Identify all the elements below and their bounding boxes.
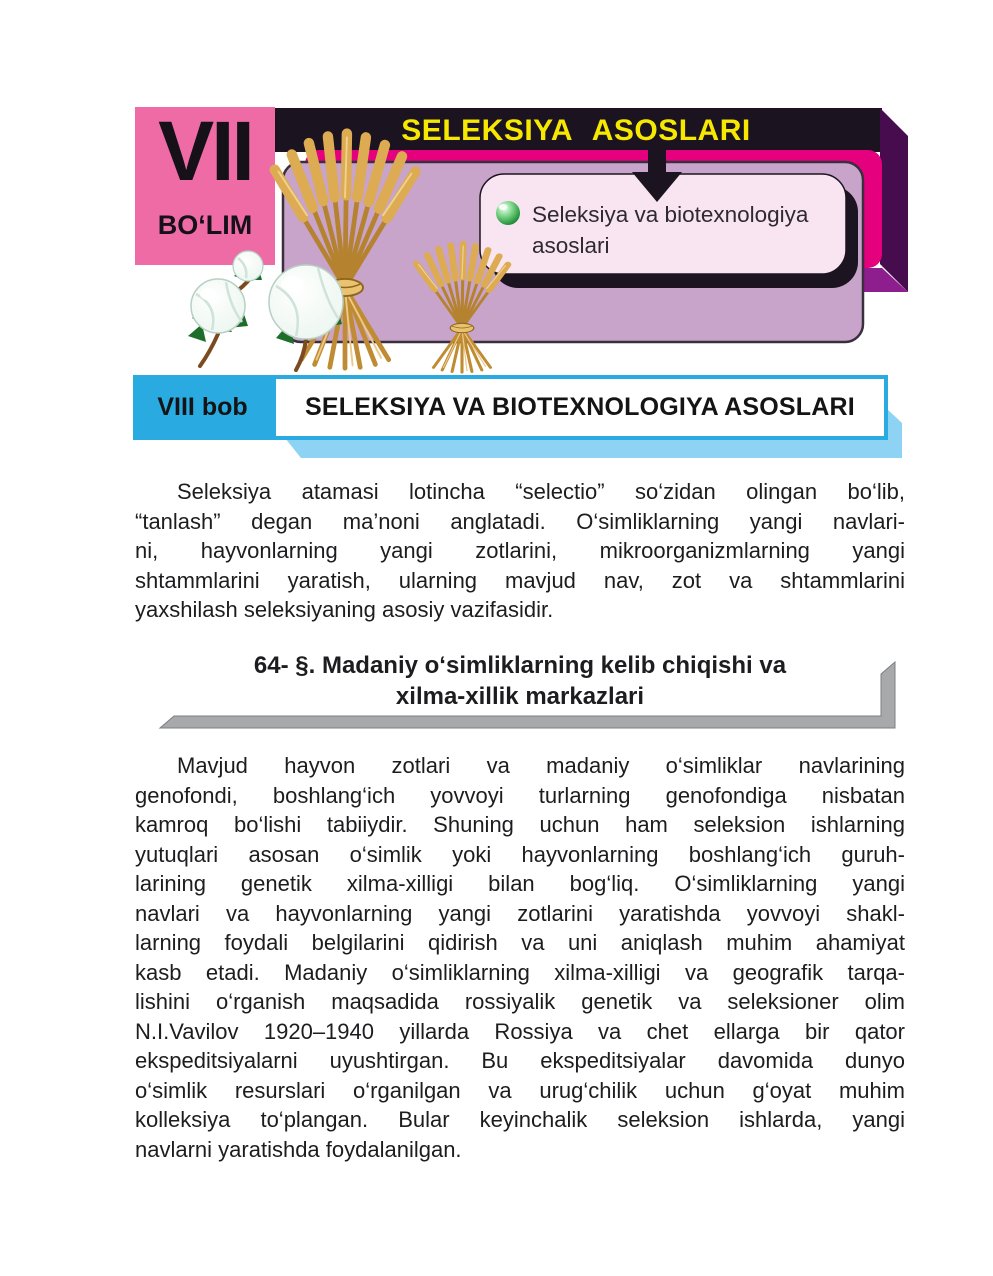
paragraph-line: lishini o‘rganish maqsadida rossiyalik genetik va seleksioner olim <box>135 989 905 1014</box>
callout-line: Seleksiya va biotexnologiya <box>532 202 809 227</box>
bullet-sphere-icon <box>496 201 520 225</box>
section-heading <box>150 650 890 712</box>
paragraph-line: ekspeditsiyalarni uyushtirgan. Bu ekspeditsiyalar davomida dunyo <box>135 1048 905 1073</box>
section-heading-line: xilma-xillik markazlari <box>395 683 645 710</box>
paragraph-line: kolleksiya to‘plangan. Bular keyinchalik seleksion ishlarda, yangi <box>135 1107 905 1132</box>
paragraph-line: yutuqlari asosan o‘simlik yoki hayvonlarning boshlang‘ich guruh- <box>135 841 905 867</box>
paragraph-line: ni, hayvonlarning yangi zotlarini, mikroorganizmlarning yangi <box>135 538 905 563</box>
banner-3d-edge <box>880 108 908 292</box>
paragraph-line: o‘simlik resurslari o‘rganilgan va urug‘chilik uchun g‘oyat muhim <box>135 1077 905 1103</box>
chapter-number: VII <box>158 103 252 198</box>
paragraph-line: larining genetik xilma-xilligi bilan bog‘liq. O‘simliklarning yangi <box>135 871 905 896</box>
callout-text <box>532 199 842 261</box>
main-paragraph <box>135 751 905 1164</box>
chapter-label: BO‘LIM <box>157 210 253 240</box>
paragraph-line: navlarni yaratishda foydalanilgan. <box>135 1136 462 1162</box>
chapter-bar-label: VIII bob <box>133 375 272 440</box>
paragraph-line: Seleksiya atamasi lotincha “selectio” so‘zidan olingan bo‘lib, <box>177 479 905 504</box>
banner-title: SELEKSIYA ASOSLARI <box>401 114 751 147</box>
paragraph-line: N.I.Vavilov 1920–1940 yillarda Rossiya va chet ellarga bir qator <box>135 1018 905 1044</box>
intro-paragraph <box>135 477 905 625</box>
paragraph-line: “tanlash” degan ma’noni anglatadi. O‘simliklarning yangi navlari- <box>135 508 905 534</box>
paragraph-line: yaxshilash seleksiyaning asosiy vazifasidir. <box>135 597 554 622</box>
callout-line: asoslari <box>532 233 610 258</box>
section-heading-line: 64- §. Madaniy o‘simliklarning kelib chiqishi va <box>253 652 787 679</box>
paragraph-line: shtammlarini yaratish, ularning mavjud nav, zot va shtammlarini <box>135 567 905 593</box>
paragraph-line: kamroq bo‘lishi tabiiydir. Shuning uchun ham seleksion ishlarning <box>135 812 905 837</box>
paragraph-line: larning foydali belgilarini qidirish va uni aniqlash muhim ahamiyat <box>135 930 905 955</box>
paragraph-line: genofondi, boshlang‘ich yovvoyi turlarning genofondiga nisbatan <box>135 782 905 808</box>
paragraph-line: navlari va hayvonlarning yangi zotlarini yaratishda yovvoyi shakl- <box>135 900 905 926</box>
paragraph-line: kasb etadi. Madaniy o‘simliklarning xilma-xilligi va geografik tarqa- <box>135 959 905 985</box>
paragraph-line: Mavjud hayvon zotlari va madaniy o‘simliklar navlarining <box>177 753 905 778</box>
chapter-bar-title: SELEKSIYA VA BIOTEXNOLOGIYA ASOSLARI <box>272 375 888 440</box>
